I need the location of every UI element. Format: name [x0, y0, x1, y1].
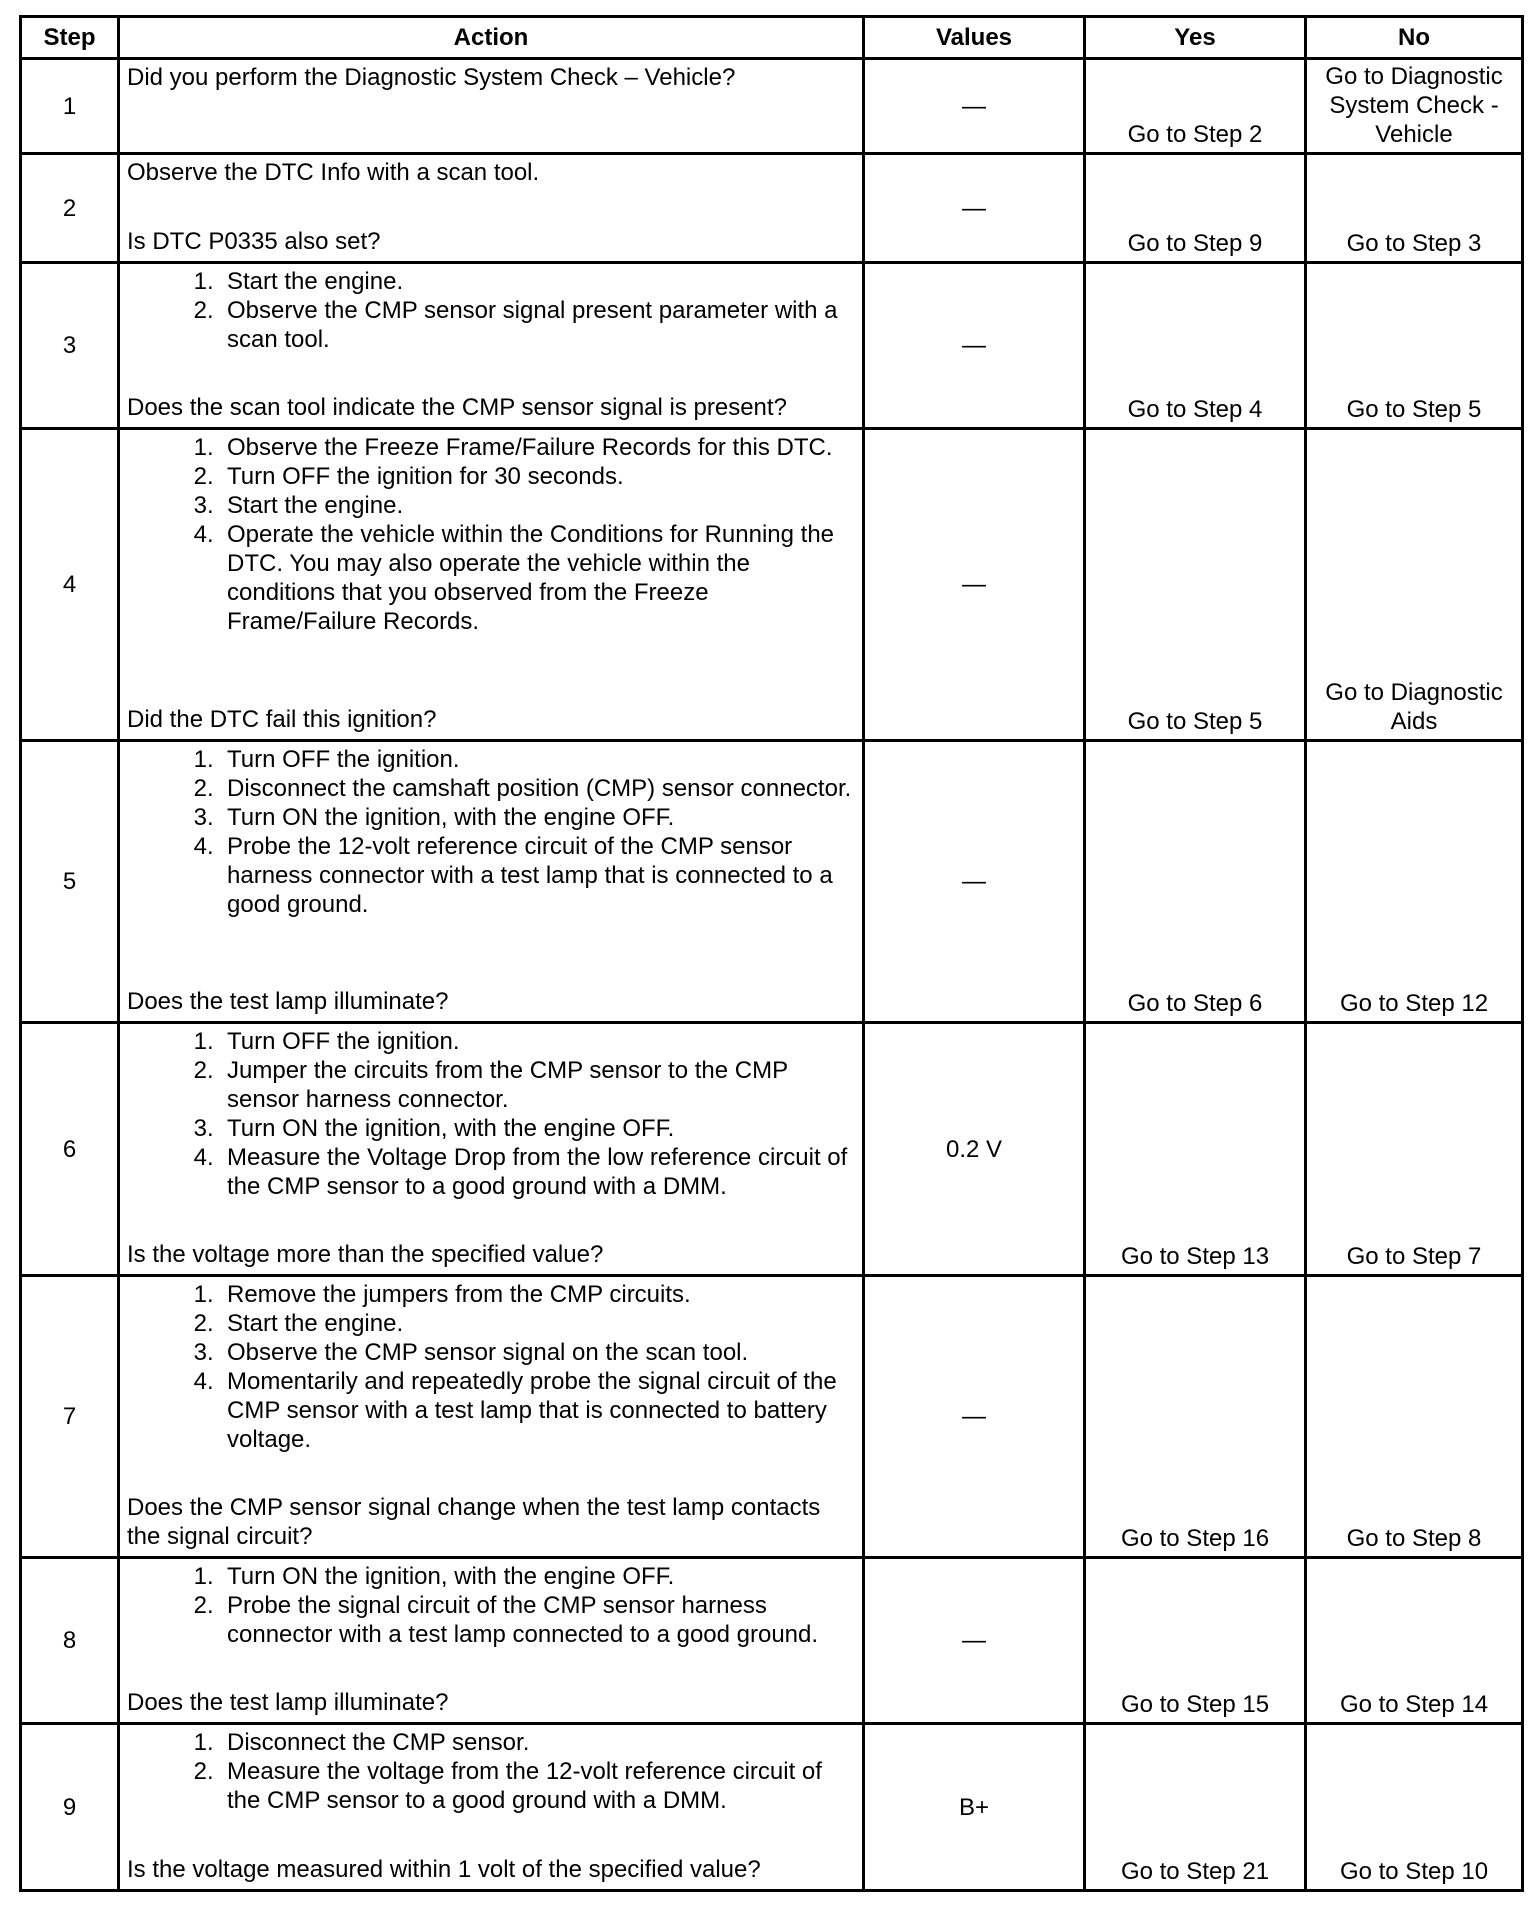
values-cell: — — [864, 263, 1085, 429]
values-cell: — — [864, 741, 1085, 1023]
action-steps-list — [127, 1280, 852, 1454]
step-number: 8 — [21, 1558, 119, 1724]
table-row — [21, 1023, 1523, 1276]
action-step-item: 1. Remove the jumpers from the CMP circuits. — [227, 1280, 852, 1309]
action-step-item: 2. Observe the CMP sensor signal present parameter with a scan tool. — [227, 296, 852, 354]
yes-cell: Go to Step 4 — [1085, 263, 1306, 429]
no-cell: Go to Diagnostic System Check - Vehicle — [1306, 59, 1523, 154]
action-steps-list — [127, 267, 852, 354]
step-number: 3 — [21, 263, 119, 429]
action-content — [127, 267, 852, 422]
action-step-item: 3. Observe the CMP sensor signal on the scan tool. — [227, 1338, 852, 1367]
action-content — [127, 1562, 852, 1717]
action-instructions — [127, 1280, 852, 1454]
action-intro: Observe the DTC Info with a scan tool. — [127, 159, 540, 186]
values-cell: — — [864, 1558, 1085, 1724]
no-cell: Go to Step 8 — [1306, 1276, 1523, 1558]
yes-cell: Go to Step 15 — [1085, 1558, 1306, 1724]
action-question: Does the CMP sensor signal change when the test lamp contacts the signal circuit? — [127, 1494, 821, 1550]
no-cell: Go to Step 10 — [1306, 1724, 1523, 1891]
values-cell: — — [864, 154, 1085, 263]
action-question: Is the voltage measured within 1 volt of the specified value? — [127, 1856, 761, 1883]
action-intro: Did you perform the Diagnostic System Check – Vehicle? — [127, 64, 736, 91]
action-question: Does the test lamp illuminate? — [127, 988, 449, 1015]
action-content — [127, 1027, 852, 1269]
step-number: 7 — [21, 1276, 119, 1558]
header-step: Step — [21, 17, 119, 59]
action-step-item: 4. Measure the Voltage Drop from the low reference circuit of the CMP sensor to a good ground with a DMM. — [227, 1143, 852, 1201]
step-number: 5 — [21, 741, 119, 1023]
action-step-item: 4. Momentarily and repeatedly probe the signal circuit of the CMP sensor with a test lamp that is connected to battery voltage. — [227, 1367, 852, 1454]
yes-cell: Go to Step 16 — [1085, 1276, 1306, 1558]
action-content — [127, 63, 852, 147]
action-content — [127, 1728, 852, 1884]
action-step-item: 3. Turn ON the ignition, with the engine OFF. — [227, 803, 852, 832]
table-row — [21, 1276, 1523, 1558]
header-yes: Yes — [1085, 17, 1306, 59]
yes-cell: Go to Step 21 — [1085, 1724, 1306, 1891]
action-content — [127, 158, 852, 256]
action-cell — [119, 741, 864, 1023]
action-instructions — [127, 745, 852, 919]
action-steps-list — [127, 745, 852, 919]
yes-cell: Go to Step 9 — [1085, 154, 1306, 263]
table-row — [21, 429, 1523, 741]
action-question: Is DTC P0335 also set? — [127, 228, 381, 255]
action-instructions — [127, 158, 852, 187]
action-cell — [119, 59, 864, 154]
action-cell — [119, 1276, 864, 1558]
yes-cell: Go to Step 2 — [1085, 59, 1306, 154]
table-row — [21, 1724, 1523, 1891]
action-steps-list — [127, 433, 852, 636]
diagnostic-table — [19, 15, 1524, 1892]
no-cell: Go to Step 5 — [1306, 263, 1523, 429]
header-action: Action — [119, 17, 864, 59]
no-cell: Go to Step 14 — [1306, 1558, 1523, 1724]
action-step-item: 2. Jumper the circuits from the CMP sensor to the CMP sensor harness connector. — [227, 1056, 852, 1114]
action-step-item: 2. Measure the voltage from the 12-volt reference circuit of the CMP sensor to a good ground with a DMM. — [227, 1757, 852, 1815]
table-row — [21, 59, 1523, 154]
table-row — [21, 154, 1523, 263]
action-cell — [119, 154, 864, 263]
action-instructions — [127, 1728, 852, 1815]
action-step-item: 3. Turn ON the ignition, with the engine OFF. — [227, 1114, 852, 1143]
table-body — [21, 59, 1523, 1891]
step-number: 4 — [21, 429, 119, 741]
action-cell — [119, 1023, 864, 1276]
action-instructions — [127, 267, 852, 354]
action-step-item: 1. Start the engine. — [227, 267, 852, 296]
action-step-item: 1. Disconnect the CMP sensor. — [227, 1728, 852, 1757]
no-cell: Go to Step 3 — [1306, 154, 1523, 263]
table-row — [21, 1558, 1523, 1724]
step-number: 9 — [21, 1724, 119, 1891]
action-question: Does the test lamp illuminate? — [127, 1689, 449, 1716]
action-content — [127, 1280, 852, 1551]
header-no: No — [1306, 17, 1523, 59]
action-step-item: 1. Turn OFF the ignition. — [227, 1027, 852, 1056]
values-cell: — — [864, 1276, 1085, 1558]
action-steps-list — [127, 1027, 852, 1201]
action-step-item: 1. Observe the Freeze Frame/Failure Records for this DTC. — [227, 433, 852, 462]
action-instructions — [127, 1027, 852, 1201]
action-step-item: 4. Probe the 12-volt reference circuit of the CMP sensor harness connector with a test lamp that is connected to a good ground. — [227, 832, 852, 919]
action-step-item: 2. Probe the signal circuit of the CMP sensor harness connector with a test lamp connected to a good ground. — [227, 1591, 852, 1649]
action-step-item: 1. Turn ON the ignition, with the engine OFF. — [227, 1562, 852, 1591]
values-cell: B+ — [864, 1724, 1085, 1891]
action-step-item: 2. Start the engine. — [227, 1309, 852, 1338]
action-question: Does the scan tool indicate the CMP sensor signal is present? — [127, 394, 787, 421]
header-values: Values — [864, 17, 1085, 59]
table-row — [21, 741, 1523, 1023]
values-cell: — — [864, 59, 1085, 154]
action-step-item: 2. Disconnect the camshaft position (CMP) sensor connector. — [227, 774, 852, 803]
action-question: Did the DTC fail this ignition? — [127, 706, 437, 733]
action-content — [127, 745, 852, 1016]
table-row — [21, 263, 1523, 429]
action-instructions — [127, 1562, 852, 1649]
action-step-item: 4. Operate the vehicle within the Conditions for Running the DTC. You may also operate the vehicle within the conditions that you observed from the Freeze Frame/Failure Records. — [227, 520, 852, 636]
values-cell: — — [864, 429, 1085, 741]
action-question: Is the voltage more than the specified value? — [127, 1241, 604, 1268]
header-row — [21, 17, 1523, 59]
action-cell — [119, 263, 864, 429]
yes-cell: Go to Step 13 — [1085, 1023, 1306, 1276]
no-cell: Go to Diagnostic Aids — [1306, 429, 1523, 741]
action-steps-list — [127, 1728, 852, 1815]
action-instructions — [127, 63, 852, 92]
values-cell: 0.2 V — [864, 1023, 1085, 1276]
action-cell — [119, 1558, 864, 1724]
action-instructions — [127, 433, 852, 636]
action-step-item: 3. Start the engine. — [227, 491, 852, 520]
no-cell: Go to Step 7 — [1306, 1023, 1523, 1276]
step-number: 2 — [21, 154, 119, 263]
step-number: 1 — [21, 59, 119, 154]
yes-cell: Go to Step 6 — [1085, 741, 1306, 1023]
action-cell — [119, 429, 864, 741]
action-cell — [119, 1724, 864, 1891]
step-number: 6 — [21, 1023, 119, 1276]
action-content — [127, 433, 852, 734]
yes-cell: Go to Step 5 — [1085, 429, 1306, 741]
no-cell: Go to Step 12 — [1306, 741, 1523, 1023]
action-steps-list — [127, 1562, 852, 1649]
action-step-item: 2. Turn OFF the ignition for 30 seconds. — [227, 462, 852, 491]
action-step-item: 1. Turn OFF the ignition. — [227, 745, 852, 774]
